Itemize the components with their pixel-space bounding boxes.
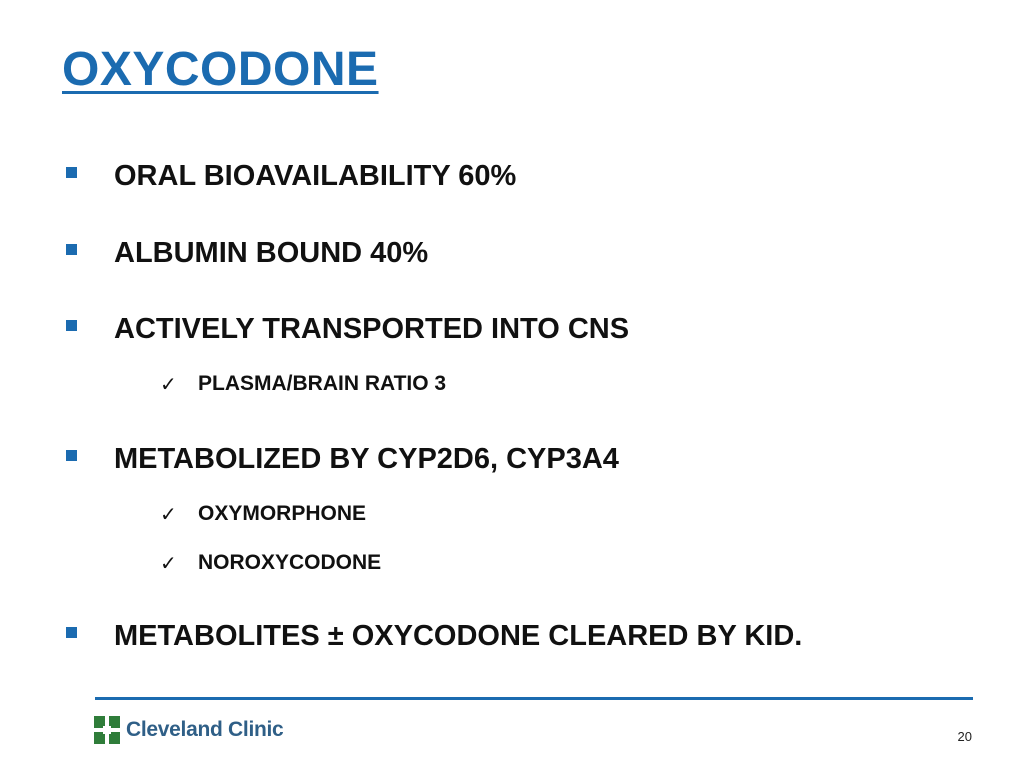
bullet-text: METABOLIZED BY CYP2D6, CYP3A4 — [114, 443, 619, 475]
cleveland-clinic-logo-icon — [94, 716, 120, 744]
bullet-item — [66, 619, 803, 652]
footer-divider — [95, 697, 973, 700]
bullet-item — [66, 442, 619, 475]
bullet-text: ORAL BIOAVAILABILITY 60% — [114, 160, 517, 192]
bullet-text: METABOLITES ± OXYCODONE CLEARED BY KID. — [114, 620, 803, 652]
checkmark-icon: ✓ — [160, 551, 177, 575]
bullet-text: ALBUMIN BOUND 40% — [114, 237, 429, 269]
square-bullet-icon — [66, 244, 77, 255]
slide-title: OXYCODONE — [62, 43, 379, 96]
cleveland-clinic-logo — [94, 716, 283, 744]
bullet-item — [66, 159, 517, 192]
bullet-item — [66, 312, 630, 345]
square-bullet-icon — [66, 167, 77, 178]
page-number: 20 — [957, 729, 972, 744]
sub-item — [160, 551, 381, 575]
square-bullet-icon — [66, 320, 77, 331]
sub-item — [160, 372, 446, 396]
bullet-text: ACTIVELY TRANSPORTED INTO CNS — [114, 313, 630, 345]
logo-text: Cleveland Clinic — [126, 718, 284, 741]
sub-item-text: PLASMA/BRAIN RATIO 3 — [198, 372, 447, 395]
square-bullet-icon — [66, 627, 77, 638]
bullet-item — [66, 236, 429, 269]
checkmark-icon: ✓ — [160, 372, 177, 396]
square-bullet-icon — [66, 450, 77, 461]
sub-item — [160, 502, 366, 526]
checkmark-icon: ✓ — [160, 502, 177, 526]
sub-item-text: OXYMORPHONE — [198, 502, 367, 525]
sub-item-text: NOROXYCODONE — [198, 551, 382, 574]
